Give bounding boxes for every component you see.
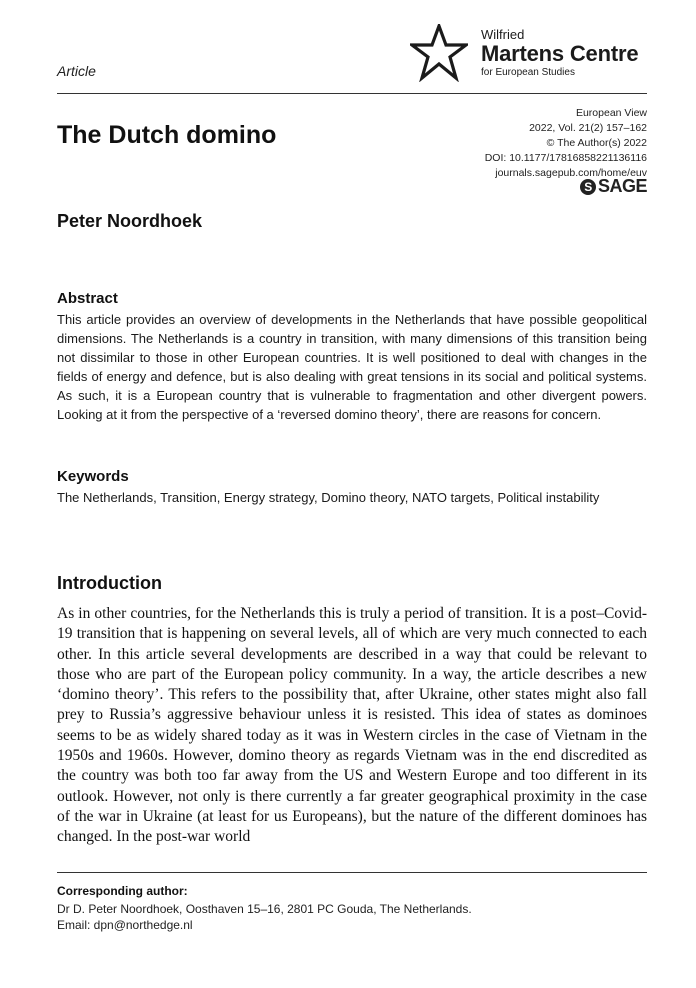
sage-logo	[580, 176, 647, 197]
article-title: The Dutch domino	[57, 121, 277, 149]
journal-info	[485, 106, 647, 181]
corresponding-author-address: Dr D. Peter Noordhoek, Oosthaven 15–16, 2801 PC Gouda, The Netherlands.	[57, 902, 472, 916]
logo-line-european-studies: for European Studies	[481, 67, 575, 78]
abstract-heading: Abstract	[57, 290, 118, 307]
author-name: Peter Noordhoek	[57, 211, 203, 231]
corresponding-author-email[interactable]: Email: dpn@northedge.nl	[57, 918, 193, 932]
header-divider	[57, 93, 647, 94]
corresponding-author-heading: Corresponding author:	[57, 884, 188, 898]
journal-copyright: © The Author(s) 2022	[546, 137, 647, 149]
keywords-text: The Netherlands, Transition, Energy strategy, Domino theory, NATO targets, Political instability	[57, 490, 600, 505]
journal-name: European View	[575, 107, 647, 119]
introduction-heading: Introduction	[57, 573, 162, 593]
introduction-text: As in other countries, for the Netherlands this is truly a period of transition. It is a post–Covid-19 transition that is happening on several levels, all of which are very much connected to each other. In this article several developments are described in a way that could be relevant to those who are part of the European policy community. In a way, the article describes a new ‘domino theory’. This refers to the possibility that, after Ukraine, other states might also fall prey to Russia’s aggressive behaviour unless it is resisted. This idea of states as dominoes seems to be as widely shared today as it was in Western circles in the case of Vietnam in the 1950s and 1960s. However, domino theory as regards Vietnam was in the end discredited as the country was both too far away from the US and Western Europe and too different in its outlook. However, not only is there currently a far greater geographical proximity in the case of the war in Ukraine (at least for us Europeans), but the nature of the different dominoes has changed. In the post-war world	[57, 605, 647, 846]
logo-line-wilfried: Wilfried	[481, 27, 525, 42]
journal-volume: 2022, Vol. 21(2) 157–162	[529, 122, 647, 134]
logo-line-martens-centre: Martens Centre	[481, 41, 639, 66]
article-type-label: Article	[57, 63, 96, 79]
star-icon	[410, 24, 468, 82]
journal-doi[interactable]: DOI: 10.1177/17816858221136116	[484, 152, 647, 164]
footnote-divider	[57, 872, 647, 873]
journal-url[interactable]: journals.sagepub.com/home/euv	[495, 167, 647, 179]
sage-logo-text: SAGE	[597, 176, 647, 196]
sage-s-icon: S	[580, 179, 596, 195]
keywords-heading: Keywords	[57, 468, 129, 485]
publisher-logo	[481, 28, 638, 78]
abstract-text: This article provides an overview of developments in the Netherlands that have possible geopolitical dimensions. The Netherlands is a country in transition, with many dimensions of this transition being not dissimilar to those in other European countries. It is well positioned to deal with changes in the fields of energy and defence, but is also dealing with great tensions in its social and political systems. As such, it is a European country that is vulnerable to fragmentation and other divergent powers. Looking at it from the perspective of a ‘reversed domino theory’, there are reasons for concern.	[57, 312, 647, 422]
